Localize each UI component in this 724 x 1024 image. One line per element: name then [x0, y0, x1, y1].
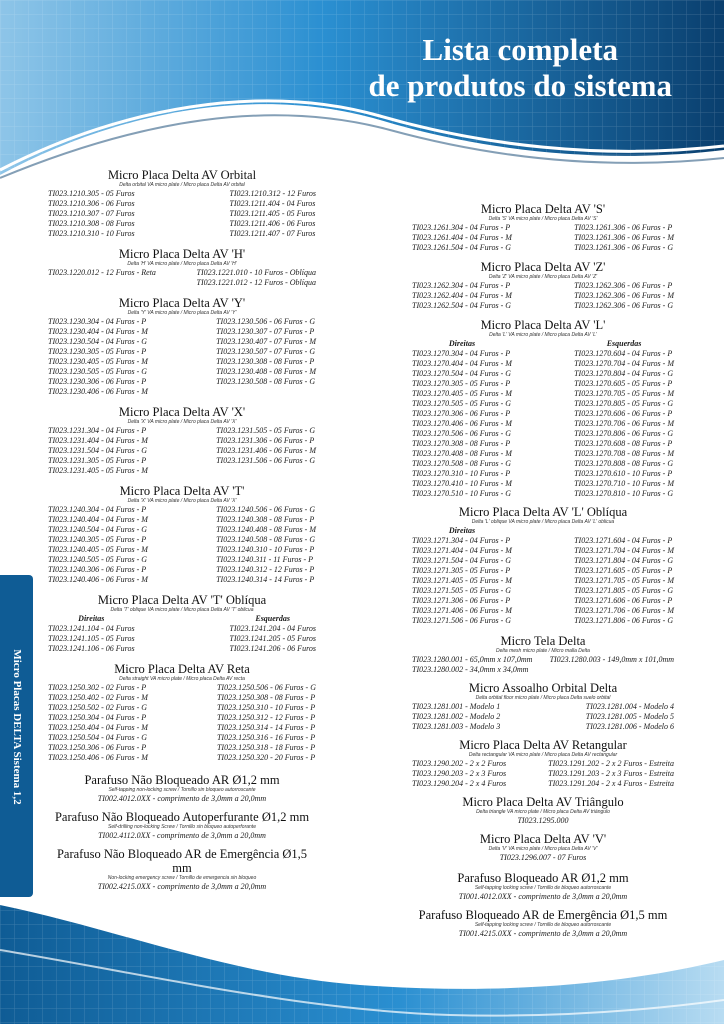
- product-code: TI023.1230.507 - 07 Furos - G: [216, 347, 316, 356]
- product-code: TI023.1270.704 - 04 Furos - M: [574, 359, 674, 368]
- product-code: TI023.1250.310 - 10 Furos - P: [216, 703, 316, 712]
- product-section: [412, 795, 674, 826]
- product-code: TI023.1271.506 - 06 Furos - G: [412, 616, 512, 625]
- section-subtitle: Non-locking emergency screw / Tornillo de emergencia sin bloqueo: [107, 875, 257, 881]
- product-code: TI023.1241.106 - 06 Furos: [48, 644, 135, 653]
- product-code: TI023.1271.604 - 04 Furos - P: [574, 536, 673, 545]
- product-code: TI023.1291.204 - 2 x 4 Furos - Estreita: [548, 779, 674, 788]
- product-code: TI023.1240.506 - 06 Furos - G: [216, 505, 316, 514]
- product-code: TI023.1211.406 - 06 Furos: [229, 219, 316, 228]
- product-code: TI023.1270.505 - 05 Furos - G: [412, 399, 512, 408]
- code-column-left: [412, 655, 532, 675]
- right-column: [412, 202, 674, 939]
- code-list: [48, 831, 316, 841]
- code-column-left: [412, 339, 512, 499]
- section-subtitle: Delta 'L' oblique VA micro plate / Micro placa Delta AV 'L' oblicua: [471, 519, 615, 525]
- product-code: TI023.1210.312 - 12 Furos: [229, 189, 316, 198]
- product-code: TI023.1231.404 - 04 Furos - M: [48, 436, 148, 445]
- code-column-left: [412, 702, 500, 732]
- product-code: TI023.1270.306 - 06 Furos - P: [412, 409, 511, 418]
- product-code: TI023.1271.306 - 06 Furos - P: [412, 596, 511, 605]
- product-code: TI023.1262.304 - 04 Furos - P: [412, 281, 511, 290]
- column-heading: Esquerdas: [606, 339, 642, 348]
- code-column-right: [229, 614, 316, 654]
- code-grid: [48, 268, 316, 288]
- product-section: [48, 593, 316, 654]
- product-code: TI023.1250.302 - 02 Furos - P: [48, 683, 147, 692]
- product-code: TI023.1270.710 - 10 Furos - M: [574, 479, 674, 488]
- product-code: TI023.1231.305 - 05 Furos - P: [48, 456, 147, 465]
- code-list: [412, 929, 674, 939]
- section-subtitle: Delta 'Y' VA micro plate / Micro placa Delta AV 'Y': [127, 310, 237, 316]
- code-list: [412, 853, 674, 863]
- product-code: TI023.1240.306 - 06 Furos - P: [48, 565, 147, 574]
- section-title: Micro Placa Delta AV Retangular: [459, 738, 627, 752]
- product-code: TI023.1270.810 - 10 Furos - G: [574, 489, 674, 498]
- product-code: TI023.1240.308 - 08 Furos - P: [216, 515, 315, 524]
- product-code: TI023.1270.308 - 08 Furos - P: [412, 439, 511, 448]
- product-code: TI023.1240.312 - 12 Furos - P: [216, 565, 315, 574]
- product-code: TI023.1281.006 - Modelo 6: [585, 722, 674, 731]
- product-code: TI023.1250.314 - 14 Furos - P: [216, 723, 316, 732]
- product-code: TI023.1240.406 - 06 Furos - M: [48, 575, 148, 584]
- product-code: TI002.4215.0XX - comprimento de 3,0mm a 20,0mm: [97, 882, 267, 891]
- product-code: TI023.1271.405 - 05 Furos - M: [412, 576, 512, 585]
- section-subtitle: Delta straight VA micro plate / Micro placa Delta AV recta: [119, 676, 245, 682]
- section-title: Parafuso Bloqueado AR de Emergência Ø1,5 mm: [418, 908, 668, 922]
- product-code: TI023.1210.310 - 10 Furos: [48, 229, 135, 238]
- product-code: TI023.1240.408 - 08 Furos - M: [216, 525, 316, 534]
- section-subtitle: Delta 'H' VA micro plate / Micro placa Delta AV 'H': [127, 261, 237, 267]
- section-title: Micro Placa Delta AV 'S': [480, 202, 606, 216]
- section-subtitle: Delta 'S' VA micro plate / Micro placa Delta AV 'S': [488, 216, 598, 222]
- code-column-left: [48, 317, 148, 397]
- product-section: [48, 296, 316, 397]
- code-column-left: [48, 505, 148, 585]
- section-subtitle: Delta 'L' VA micro plate / Micro placa Delta AV 'L': [489, 332, 597, 338]
- code-column-left: [48, 426, 148, 476]
- code-grid: [412, 281, 674, 311]
- code-column-right: [548, 759, 674, 789]
- product-code: TI023.1270.406 - 06 Furos - M: [412, 419, 512, 428]
- page-title: [369, 32, 672, 104]
- product-code: TI023.1220.012 - 12 Furos - Reta: [48, 268, 156, 277]
- product-code: TI023.1230.308 - 08 Furos - P: [216, 357, 315, 366]
- product-code: TI023.1271.305 - 05 Furos - P: [412, 566, 511, 575]
- product-code: TI023.1241.105 - 05 Furos: [48, 634, 135, 643]
- product-code: TI023.1250.506 - 06 Furos - G: [216, 683, 316, 692]
- product-code: TI023.1241.204 - 04 Furos: [229, 624, 316, 633]
- code-grid: [48, 505, 316, 585]
- product-code: TI023.1271.606 - 06 Furos - P: [574, 596, 673, 605]
- product-section: [412, 202, 674, 253]
- product-code: TI023.1270.305 - 05 Furos - P: [412, 379, 511, 388]
- product-code: TI023.1271.705 - 05 Furos - M: [574, 576, 674, 585]
- product-code: TI023.1230.306 - 06 Furos - P: [48, 377, 147, 386]
- product-code: TI023.1270.705 - 05 Furos - M: [574, 389, 674, 398]
- product-code: TI023.1240.508 - 08 Furos - G: [216, 535, 316, 544]
- product-section: [48, 484, 316, 585]
- product-code: TI023.1271.304 - 04 Furos - P: [412, 536, 511, 545]
- product-code: TI023.1250.316 - 16 Furos - P: [216, 733, 316, 742]
- product-code: TI023.1270.706 - 06 Furos - M: [574, 419, 674, 428]
- product-code: TI023.1291.202 - 2 x 2 Furos - Estreita: [548, 759, 674, 768]
- product-code: TI023.1280.002 - 34,0mm x 34,0mm: [412, 665, 529, 674]
- section-subtitle: Self-drilling non-locking Screw / Tornillo sin bloqueo autoperforante: [108, 824, 256, 830]
- product-code: TI023.1261.304 - 04 Furos - P: [412, 223, 511, 232]
- product-code: TI023.1250.402 - 02 Furos - M: [48, 693, 148, 702]
- product-code: TI023.1230.504 - 04 Furos - G: [48, 337, 148, 346]
- product-code: TI023.1270.608 - 08 Furos - P: [574, 439, 673, 448]
- code-list: [412, 816, 674, 826]
- section-subtitle: Delta 'T' oblique VA micro plate / Micro placa Delta AV 'T' oblicua: [110, 607, 254, 613]
- product-code: TI002.4112.0XX - comprimento de 3,0mm a 20,0mm: [98, 831, 266, 840]
- code-list: [412, 892, 674, 902]
- section-title: Parafuso Bloqueado AR Ø1,2 mm: [457, 871, 629, 885]
- product-code: TI023.1270.808 - 08 Furos - G: [574, 459, 674, 468]
- product-code: TI002.4012.0XX - comprimento de 3,0mm a 20,0mm: [97, 794, 267, 803]
- product-code: TI023.1241.104 - 04 Furos: [48, 624, 135, 633]
- product-code: TI023.1230.404 - 04 Furos - M: [48, 327, 148, 336]
- product-code: TI023.1230.505 - 05 Furos - G: [48, 367, 148, 376]
- code-grid: [412, 223, 674, 253]
- product-code: TI023.1262.504 - 04 Furos - G: [412, 301, 512, 310]
- product-section: [412, 908, 674, 939]
- section-subtitle: Delta orbital VA micro plate / Micro placa Delta AV orbital: [119, 182, 245, 188]
- code-column-left: [412, 281, 512, 311]
- product-section: [412, 832, 674, 863]
- product-code: TI023.1290.202 - 2 x 2 Furos: [412, 759, 507, 768]
- column-heading-spacer: [574, 526, 674, 536]
- product-code: TI023.1240.405 - 05 Furos - M: [48, 545, 148, 554]
- product-code: TI023.1270.805 - 05 Furos - G: [574, 399, 674, 408]
- product-code: TI023.1270.506 - 06 Furos - G: [412, 429, 512, 438]
- code-column-right: [216, 505, 316, 585]
- product-code: TI023.1230.307 - 07 Furos - P: [216, 327, 315, 336]
- product-code: TI023.1230.305 - 05 Furos - P: [48, 347, 147, 356]
- product-code: TI023.1230.304 - 04 Furos - P: [48, 317, 147, 326]
- side-tab: [0, 575, 33, 897]
- product-code: TI023.1221.010 - 10 Furos - Oblíqua: [196, 268, 316, 277]
- code-column-right: [229, 189, 316, 239]
- product-code: TI023.1240.310 - 10 Furos - P: [216, 545, 315, 554]
- section-subtitle: Delta 'X' VA micro plate / Micro placa Delta AV 'X': [127, 498, 237, 504]
- product-section: [412, 634, 674, 675]
- product-code: TI023.1280.003 - 149,0mm x 101,0mm: [549, 655, 674, 664]
- code-column-right: [217, 683, 316, 763]
- product-code: TI023.1295.000: [517, 816, 569, 825]
- product-code: TI023.1210.306 - 06 Furos: [48, 199, 135, 208]
- product-code: TI023.1250.502 - 02 Furos - G: [48, 703, 148, 712]
- product-section: [412, 871, 674, 902]
- product-code: TI023.1271.804 - 04 Furos - G: [574, 556, 674, 565]
- section-subtitle: Self-tapping non-locking screw / Tornillo sin bloqueo autorroscante: [108, 787, 256, 793]
- section-title: Micro Placa Delta AV Reta: [114, 662, 250, 676]
- product-code: TI023.1271.406 - 06 Furos - M: [412, 606, 512, 615]
- product-code: TI023.1250.320 - 20 Furos - P: [216, 753, 316, 762]
- product-code: TI023.1250.404 - 04 Furos - M: [48, 723, 148, 732]
- product-code: TI023.1271.806 - 06 Furos - G: [574, 616, 674, 625]
- code-grid: [412, 702, 674, 732]
- section-subtitle: Delta 'Z' VA micro plate / Micro placa Delta AV 'Z': [488, 274, 598, 280]
- product-code: TI023.1270.806 - 06 Furos - G: [574, 429, 674, 438]
- code-grid: [412, 759, 674, 789]
- product-code: TI023.1230.405 - 05 Furos - M: [48, 357, 148, 366]
- section-title: Micro Placa Delta AV 'Z': [480, 260, 606, 274]
- product-code: TI023.1291.203 - 2 x 3 Furos - Estreita: [548, 769, 674, 778]
- code-column-right: [574, 526, 674, 626]
- code-grid: [412, 655, 674, 675]
- code-column-right: [574, 281, 674, 311]
- product-code: TI023.1210.307 - 07 Furos: [48, 209, 135, 218]
- product-code: TI023.1230.506 - 06 Furos - G: [216, 317, 316, 326]
- product-section: [412, 318, 674, 499]
- product-code: TI023.1270.504 - 04 Furos - G: [412, 369, 512, 378]
- section-title: Micro Placa Delta AV Triângulo: [462, 795, 624, 809]
- product-code: TI023.1210.305 - 05 Furos: [48, 189, 135, 198]
- code-grid: [48, 189, 316, 239]
- product-code: TI023.1231.306 - 06 Furos - P: [216, 436, 315, 445]
- code-column-left: [48, 614, 135, 654]
- product-code: TI023.1271.605 - 05 Furos - P: [574, 566, 673, 575]
- product-code: TI023.1240.504 - 04 Furos - G: [48, 525, 148, 534]
- product-code: TI023.1231.304 - 04 Furos - P: [48, 426, 147, 435]
- section-title: Micro Placa Delta AV 'T' Oblíqua: [97, 593, 267, 607]
- product-code: TI023.1261.306 - 06 Furos - P: [574, 223, 673, 232]
- product-code: TI023.1230.408 - 08 Furos - M: [216, 367, 316, 376]
- column-heading: Direitas: [78, 614, 105, 623]
- product-code: TI023.1270.605 - 05 Furos - P: [574, 379, 673, 388]
- product-code: TI023.1271.404 - 04 Furos - M: [412, 546, 512, 555]
- product-code: TI023.1262.306 - 06 Furos - P: [574, 281, 673, 290]
- product-section: [412, 738, 674, 789]
- code-column-right: [574, 223, 674, 253]
- product-code: TI023.1281.001 - Modelo 1: [412, 702, 501, 711]
- code-column-right: [550, 655, 674, 675]
- code-grid: [48, 614, 316, 654]
- product-code: TI023.1261.306 - 06 Furos - M: [574, 233, 674, 242]
- product-code: TI023.1230.406 - 06 Furos - M: [48, 387, 148, 396]
- section-title: Micro Placa Delta AV 'Y': [118, 296, 246, 310]
- product-code: TI023.1271.805 - 05 Furos - G: [574, 586, 674, 595]
- product-code: TI023.1250.406 - 06 Furos - M: [48, 753, 148, 762]
- section-subtitle: Self-tapping locking screw / Tornillo de bloqueo autorroscante: [474, 922, 612, 928]
- section-subtitle: Delta 'V' VA micro plate / Micro placa Delta AV 'V': [488, 846, 598, 852]
- product-code: TI023.1281.002 - Modelo 2: [412, 712, 501, 721]
- product-code: TI023.1290.204 - 2 x 4 Furos: [412, 779, 507, 788]
- product-code: TI023.1271.505 - 05 Furos - G: [412, 586, 512, 595]
- column-heading: Direitas: [448, 339, 476, 348]
- section-title: Parafuso Não Bloqueado AR Ø1,2 mm: [84, 773, 280, 787]
- product-code: TI023.1270.405 - 05 Furos - M: [412, 389, 512, 398]
- product-code: TI023.1281.005 - Modelo 5: [585, 712, 674, 721]
- section-title: Micro Placa Delta AV 'H': [118, 247, 246, 261]
- product-section: [412, 260, 674, 311]
- product-code: TI023.1270.404 - 04 Furos - M: [412, 359, 512, 368]
- product-code: TI023.1210.308 - 08 Furos: [48, 219, 135, 228]
- section-subtitle: Delta triangle VA micro plate / Micro placa Delta AV triángulo: [476, 809, 610, 815]
- code-column-left: [48, 683, 148, 763]
- code-list: [48, 882, 316, 892]
- product-code: TI023.1271.704 - 04 Furos - M: [574, 546, 674, 555]
- product-code: TI023.1271.504 - 04 Furos - G: [412, 556, 512, 565]
- product-code: TI001.4012.0XX - comprimento de 3,0mm a 20,0mm: [458, 892, 628, 901]
- section-title: Micro Placa Delta AV 'L' Oblíqua: [458, 505, 628, 519]
- product-code: TI023.1231.504 - 04 Furos - G: [48, 446, 148, 455]
- product-code: TI023.1231.405 - 05 Furos - M: [48, 466, 148, 475]
- code-grid: [412, 526, 674, 626]
- code-column-left: [48, 268, 156, 288]
- side-tab-label: Micro Placas DELTA Sistema 1,2: [11, 649, 23, 805]
- product-section: [48, 405, 316, 476]
- product-section: [48, 662, 316, 763]
- section-subtitle: Delta orbital floor micro plate / Micro placa Delta suelo orbital: [475, 695, 611, 701]
- product-code: TI023.1231.506 - 06 Furos - G: [216, 456, 316, 465]
- code-list: [48, 794, 316, 804]
- product-code: TI023.1270.410 - 10 Furos - M: [412, 479, 512, 488]
- product-section: [412, 505, 674, 626]
- product-code: TI023.1241.205 - 05 Furos: [229, 634, 316, 643]
- code-grid: [48, 317, 316, 397]
- product-code: TI023.1231.505 - 05 Furos - G: [216, 426, 316, 435]
- product-code: TI023.1261.404 - 04 Furos - M: [412, 233, 512, 242]
- product-code: TI023.1240.304 - 04 Furos - P: [48, 505, 147, 514]
- product-code: TI023.1250.504 - 04 Furos - G: [48, 733, 148, 742]
- product-code: TI023.1241.206 - 06 Furos: [229, 644, 316, 653]
- section-title: Micro Tela Delta: [500, 634, 586, 648]
- section-subtitle: Self-tapping locking screw / Tornillo de bloqueo autorroscante: [474, 885, 612, 891]
- product-code: TI023.1270.508 - 08 Furos - G: [412, 459, 512, 468]
- product-code: TI023.1270.510 - 10 Furos - G: [412, 489, 512, 498]
- product-code: TI023.1270.610 - 10 Furos - P: [574, 469, 673, 478]
- section-subtitle: Delta mesh micro plate / Micro malla Delta: [496, 648, 590, 654]
- product-section: [48, 847, 316, 892]
- section-title: Micro Placa Delta AV 'L': [480, 318, 606, 332]
- product-code: TI023.1280.001 - 65,0mm x 107,0mm: [412, 655, 533, 664]
- product-code: TI023.1240.311 - 11 Furos - P: [216, 555, 314, 564]
- product-code: TI023.1262.306 - 06 Furos - G: [574, 301, 674, 310]
- product-code: TI023.1250.306 - 06 Furos - P: [48, 743, 147, 752]
- product-code: TI023.1240.505 - 05 Furos - G: [48, 555, 148, 564]
- section-title: Micro Placa Delta AV Orbital: [107, 168, 257, 182]
- section-title: Micro Placa Delta AV 'V': [479, 832, 607, 846]
- code-column-right: [586, 702, 674, 732]
- product-code: TI023.1211.405 - 05 Furos: [229, 209, 316, 218]
- product-code: TI023.1250.312 - 12 Furos - P: [216, 713, 316, 722]
- product-section: [48, 773, 316, 804]
- product-code: TI023.1250.318 - 18 Furos - P: [216, 743, 316, 752]
- title-line-1: Lista completa: [422, 32, 618, 67]
- product-code: TI023.1261.306 - 06 Furos - G: [574, 243, 674, 252]
- product-code: TI023.1262.306 - 06 Furos - M: [574, 291, 674, 300]
- product-code: TI023.1271.706 - 06 Furos - M: [574, 606, 674, 615]
- code-column-left: [412, 223, 512, 253]
- section-title: Parafuso Não Bloqueado AR de Emergência Ø1,5 mm: [56, 847, 308, 875]
- section-subtitle: Delta rectangular VA micro plate / Micro placa Delta AV rectangular: [468, 752, 618, 758]
- section-title: Micro Assoalho Orbital Delta: [468, 681, 618, 695]
- product-code: TI023.1221.012 - 12 Furos - Oblíqua: [196, 278, 316, 287]
- product-code: TI023.1250.308 - 08 Furos - P: [216, 693, 316, 702]
- product-code: TI023.1270.408 - 08 Furos - M: [412, 449, 512, 458]
- left-column: [48, 168, 316, 892]
- product-code: TI023.1270.804 - 04 Furos - G: [574, 369, 674, 378]
- section-title: Micro Placa Delta AV 'T': [119, 484, 245, 498]
- product-code: TI001.4215.0XX - comprimento de 3,0mm a 20,0mm: [458, 929, 628, 938]
- code-column-right: [216, 317, 316, 397]
- code-column-right: [197, 268, 316, 288]
- product-code: TI023.1281.003 - Modelo 3: [412, 722, 501, 731]
- section-subtitle: Delta 'X' VA micro plate / Micro placa Delta AV 'X': [127, 419, 237, 425]
- code-grid: [48, 426, 316, 476]
- code-grid: [48, 683, 316, 763]
- product-code: TI023.1296.007 - 07 Furos: [499, 853, 587, 862]
- product-code: TI023.1250.304 - 04 Furos - P: [48, 713, 147, 722]
- product-code: TI023.1240.404 - 04 Furos - M: [48, 515, 148, 524]
- code-column-right: [574, 339, 674, 499]
- product-code: TI023.1270.606 - 06 Furos - P: [574, 409, 673, 418]
- product-code: TI023.1231.406 - 06 Furos - M: [216, 446, 316, 455]
- product-code: TI023.1270.310 - 10 Furos - P: [412, 469, 511, 478]
- product-section: [48, 168, 316, 239]
- column-heading: Direitas: [448, 526, 476, 535]
- code-column-left: [412, 526, 512, 626]
- column-heading: Esquerdas: [255, 614, 291, 623]
- product-section: [412, 681, 674, 732]
- section-title: Micro Placa Delta AV 'X': [118, 405, 246, 419]
- product-code: TI023.1281.004 - Modelo 4: [585, 702, 674, 711]
- product-section: [48, 247, 316, 288]
- product-code: TI023.1240.314 - 14 Furos - P: [216, 575, 315, 584]
- code-grid: [412, 339, 674, 499]
- product-code: TI023.1262.404 - 04 Furos - M: [412, 291, 512, 300]
- code-column-right: [216, 426, 316, 476]
- product-code: TI023.1211.404 - 04 Furos: [229, 199, 316, 208]
- product-code: TI023.1240.305 - 05 Furos - P: [48, 535, 147, 544]
- code-column-left: [48, 189, 135, 239]
- product-section: [48, 810, 316, 841]
- code-column-left: [412, 759, 506, 789]
- section-title: Parafuso Não Bloqueado Autoperfurante Ø1,2 mm: [54, 810, 310, 824]
- product-code: TI023.1290.203 - 2 x 3 Furos: [412, 769, 507, 778]
- product-code: TI023.1261.504 - 04 Furos - G: [412, 243, 512, 252]
- product-code: TI023.1270.708 - 08 Furos - M: [574, 449, 674, 458]
- product-code: TI023.1230.407 - 07 Furos - M: [216, 337, 316, 346]
- product-code: TI023.1211.407 - 07 Furos: [229, 229, 316, 238]
- product-code: TI023.1230.508 - 08 Furos - G: [216, 377, 316, 386]
- title-line-2: de produtos do sistema: [368, 68, 672, 103]
- product-code: TI023.1270.604 - 04 Furos - P: [574, 349, 673, 358]
- product-code: TI023.1270.304 - 04 Furos - P: [412, 349, 511, 358]
